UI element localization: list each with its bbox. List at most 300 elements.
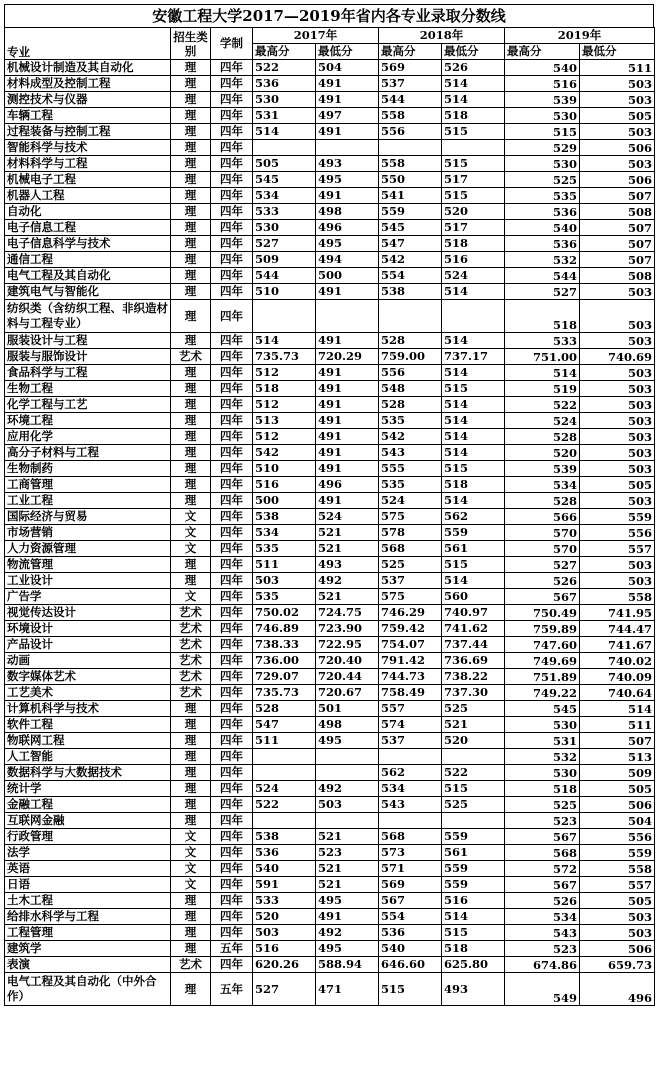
cell-category: 理 [171,108,211,124]
cell-2019-min: 507 [580,220,655,236]
table-row [5,813,655,829]
cell-2018-max: 573 [379,845,442,861]
cell-2018-max: 759.00 [379,349,442,365]
cell-2018-max: 538 [379,284,442,300]
cell-2018-min: 520 [442,204,505,220]
cell-2018-min: 522 [442,765,505,781]
cell-2018-max [379,813,442,829]
cell-2018-max: 528 [379,397,442,413]
cell-2019-min: 511 [580,60,655,76]
cell-2018-max: 536 [379,925,442,941]
cell-2019-min: 506 [580,140,655,156]
cell-category: 艺术 [171,637,211,653]
cell-2019-min: 513 [580,749,655,765]
table-row [5,461,655,477]
cell-major: 广告学 [5,589,171,605]
cell-2019-min: 509 [580,765,655,781]
cell-system: 四年 [211,685,253,701]
cell-2017-min: 491 [316,413,379,429]
cell-system: 四年 [211,877,253,893]
cell-2018-max: 791.42 [379,653,442,669]
cell-2019-max: 549 [505,973,580,1006]
cell-2019-max: 568 [505,845,580,861]
cell-category: 理 [171,477,211,493]
cell-2017-min: 493 [316,156,379,172]
cell-major: 通信工程 [5,252,171,268]
cell-2017-max: 536 [253,76,316,92]
cell-2019-max: 750.49 [505,605,580,621]
cell-2017-max [253,140,316,156]
table-row [5,300,655,333]
cell-category: 文 [171,541,211,557]
cell-system: 四年 [211,381,253,397]
cell-2017-max: 505 [253,156,316,172]
cell-2019-max: 544 [505,268,580,284]
cell-2018-max: 543 [379,445,442,461]
cell-2018-max: 542 [379,429,442,445]
cell-2019-min: 740.69 [580,349,655,365]
cell-major: 建筑学 [5,941,171,957]
cell-system: 四年 [211,220,253,236]
cell-2018-max: 578 [379,525,442,541]
cell-2018-max: 569 [379,60,442,76]
cell-2018-max: 543 [379,797,442,813]
cell-2018-max: 574 [379,717,442,733]
cell-major: 自动化 [5,204,171,220]
cell-2019-min: 503 [580,493,655,509]
cell-2019-max: 530 [505,717,580,733]
cell-major: 应用化学 [5,429,171,445]
cell-major: 材料成型及控制工程 [5,76,171,92]
cell-2017-min: 471 [316,973,379,1006]
cell-system: 四年 [211,733,253,749]
cell-2018-min: 517 [442,220,505,236]
cell-category: 理 [171,172,211,188]
cell-2017-min: 491 [316,445,379,461]
cell-2018-max: 556 [379,124,442,140]
cell-major: 工商管理 [5,477,171,493]
cell-2019-min: 741.95 [580,605,655,621]
cell-major: 工艺美术 [5,685,171,701]
cell-2018-min: 518 [442,108,505,124]
cell-2019-max: 570 [505,525,580,541]
cell-system: 四年 [211,781,253,797]
table-row [5,493,655,509]
cell-system: 四年 [211,397,253,413]
page-title: 安徽工程大学2017—2019年省内各专业录取分数线 [4,4,654,27]
cell-system: 四年 [211,188,253,204]
cell-2017-min: 498 [316,204,379,220]
cell-2018-max: 547 [379,236,442,252]
cell-major: 给排水科学与工程 [5,909,171,925]
cell-2019-max: 528 [505,429,580,445]
cell-2019-max: 572 [505,861,580,877]
cell-2018-min [442,300,505,333]
header-category: 招生类别 [171,28,211,60]
cell-2019-min: 740.02 [580,653,655,669]
table-row [5,669,655,685]
cell-2018-max: 559 [379,204,442,220]
cell-2019-max: 532 [505,252,580,268]
cell-2017-max: 735.73 [253,349,316,365]
cell-2018-min: 515 [442,557,505,573]
cell-category: 理 [171,445,211,461]
header-year-2017: 2017年 [253,28,379,44]
cell-category: 理 [171,124,211,140]
cell-2017-min: 491 [316,124,379,140]
cell-category: 理 [171,300,211,333]
header-year-2018: 2018年 [379,28,505,44]
table-row [5,781,655,797]
cell-2017-min: 521 [316,541,379,557]
cell-system: 四年 [211,509,253,525]
cell-2018-min: 559 [442,829,505,845]
cell-system: 四年 [211,557,253,573]
cell-category: 理 [171,893,211,909]
cell-major: 测控技术与仪器 [5,92,171,108]
cell-2017-min: 524 [316,509,379,525]
cell-2019-max: 530 [505,156,580,172]
cell-2017-min: 521 [316,525,379,541]
cell-major: 材料科学与工程 [5,156,171,172]
cell-system: 四年 [211,429,253,445]
cell-2017-min: 501 [316,701,379,717]
cell-2017-max: 530 [253,220,316,236]
cell-2019-min: 504 [580,813,655,829]
table-row [5,124,655,140]
cell-system: 四年 [211,605,253,621]
cell-2019-max: 525 [505,797,580,813]
cell-2017-max: 527 [253,973,316,1006]
cell-2018-max: 568 [379,829,442,845]
cell-2018-min: 741.62 [442,621,505,637]
cell-2019-max: 527 [505,284,580,300]
cell-2017-max: 746.89 [253,621,316,637]
cell-system: 四年 [211,573,253,589]
table-row [5,829,655,845]
table-row [5,204,655,220]
cell-category: 理 [171,76,211,92]
table-row [5,76,655,92]
cell-2019-max: 526 [505,573,580,589]
cell-2017-min: 720.44 [316,669,379,685]
cell-system: 四年 [211,829,253,845]
cell-2018-max: 571 [379,861,442,877]
cell-major: 食品科学与工程 [5,365,171,381]
table-row [5,541,655,557]
cell-2019-max: 535 [505,188,580,204]
cell-major: 人工智能 [5,749,171,765]
table-row [5,653,655,669]
cell-2018-max: 562 [379,765,442,781]
cell-2017-min: 521 [316,589,379,605]
cell-2017-max: 510 [253,461,316,477]
cell-2017-max: 735.73 [253,685,316,701]
table-row [5,717,655,733]
cell-category: 艺术 [171,685,211,701]
cell-system: 四年 [211,717,253,733]
cell-2018-max: 555 [379,461,442,477]
cell-2019-max: 536 [505,204,580,220]
cell-major: 计算机科学与技术 [5,701,171,717]
cell-2017-max: 513 [253,413,316,429]
table-row [5,941,655,957]
cell-2017-min: 523 [316,845,379,861]
cell-2017-max: 528 [253,701,316,717]
table-row [5,509,655,525]
cell-2018-min: 515 [442,124,505,140]
cell-2017-max [253,813,316,829]
cell-major: 金融工程 [5,797,171,813]
table-row [5,349,655,365]
cell-2019-min: 744.47 [580,621,655,637]
cell-2019-max: 567 [505,877,580,893]
cell-2019-min: 559 [580,509,655,525]
cell-2017-max: 538 [253,829,316,845]
cell-2017-min: 496 [316,220,379,236]
cell-2018-min: 559 [442,525,505,541]
cell-2019-min: 503 [580,557,655,573]
cell-major: 化学工程与工艺 [5,397,171,413]
cell-2017-max: 545 [253,172,316,188]
cell-2018-max: 569 [379,877,442,893]
table-row [5,92,655,108]
cell-2017-max: 522 [253,797,316,813]
cell-2019-min: 505 [580,477,655,493]
cell-2018-max: 568 [379,541,442,557]
cell-2019-min: 507 [580,188,655,204]
cell-category: 理 [171,188,211,204]
cell-2018-min: 514 [442,284,505,300]
table-row [5,573,655,589]
score-table-body [5,60,655,1006]
cell-category: 理 [171,429,211,445]
cell-2017-max: 620.26 [253,957,316,973]
cell-2019-max: 518 [505,300,580,333]
cell-2019-min: 740.09 [580,669,655,685]
cell-2019-max: 516 [505,76,580,92]
cell-2019-min: 507 [580,252,655,268]
cell-2017-max: 516 [253,941,316,957]
cell-2019-max: 540 [505,220,580,236]
cell-system: 四年 [211,92,253,108]
cell-2019-max: 523 [505,941,580,957]
cell-2017-max: 536 [253,845,316,861]
cell-2017-max: 527 [253,236,316,252]
cell-2017-min: 491 [316,365,379,381]
cell-2018-min: 515 [442,188,505,204]
table-row [5,605,655,621]
table-row [5,797,655,813]
cell-2017-min: 521 [316,829,379,845]
cell-2017-min: 498 [316,717,379,733]
cell-2019-max: 759.89 [505,621,580,637]
header-2018-max: 最高分 [379,44,442,60]
cell-2017-max: 510 [253,284,316,300]
cell-2019-min: 503 [580,284,655,300]
cell-2019-min: 503 [580,76,655,92]
cell-2018-max [379,300,442,333]
cell-2018-min: 515 [442,381,505,397]
cell-2019-min: 506 [580,941,655,957]
cell-major: 机械电子工程 [5,172,171,188]
cell-2017-min [316,765,379,781]
cell-2018-min: 514 [442,333,505,349]
cell-2019-max: 527 [505,557,580,573]
cell-major: 工程管理 [5,925,171,941]
cell-2017-min: 504 [316,60,379,76]
cell-2017-max: 524 [253,781,316,797]
table-row [5,268,655,284]
cell-2017-min: 491 [316,397,379,413]
cell-2019-max: 518 [505,781,580,797]
table-row [5,429,655,445]
cell-2019-max: 534 [505,909,580,925]
cell-2017-min: 492 [316,781,379,797]
cell-2017-min: 491 [316,461,379,477]
cell-2018-max: 537 [379,733,442,749]
cell-2017-max [253,765,316,781]
cell-2018-max: 558 [379,156,442,172]
cell-category: 理 [171,220,211,236]
cell-2019-max: 567 [505,589,580,605]
cell-category: 理 [171,701,211,717]
cell-2018-max: 525 [379,557,442,573]
cell-2019-min: 558 [580,589,655,605]
table-row [5,188,655,204]
cell-system: 四年 [211,909,253,925]
cell-system: 四年 [211,172,253,188]
cell-2018-max: 535 [379,413,442,429]
cell-2018-max: 528 [379,333,442,349]
header-year-2019: 2019年 [505,28,655,44]
cell-2017-min: 495 [316,941,379,957]
table-row [5,108,655,124]
cell-2017-min [316,813,379,829]
cell-major: 建筑电气与智能化 [5,284,171,300]
cell-2018-min: 737.30 [442,685,505,701]
cell-category: 理 [171,733,211,749]
cell-2018-min: 561 [442,541,505,557]
cell-category: 艺术 [171,957,211,973]
cell-2018-min: 514 [442,397,505,413]
cell-2018-max: 575 [379,509,442,525]
cell-2017-max: 509 [253,252,316,268]
cell-system: 四年 [211,893,253,909]
cell-2019-max: 514 [505,365,580,381]
cell-system: 四年 [211,333,253,349]
cell-2018-min [442,749,505,765]
cell-2018-min: 514 [442,365,505,381]
cell-2019-max: 520 [505,445,580,461]
cell-2017-max: 750.02 [253,605,316,621]
cell-2019-min: 503 [580,92,655,108]
cell-major: 行政管理 [5,829,171,845]
cell-major: 国际经济与贸易 [5,509,171,525]
cell-2019-max: 529 [505,140,580,156]
cell-2019-min: 503 [580,397,655,413]
cell-2018-max: 744.73 [379,669,442,685]
cell-2018-min: 560 [442,589,505,605]
cell-2017-min: 494 [316,252,379,268]
cell-2019-min: 659.73 [580,957,655,973]
table-row [5,749,655,765]
cell-major: 工业设计 [5,573,171,589]
cell-major: 数字媒体艺术 [5,669,171,685]
cell-2017-max: 530 [253,92,316,108]
cell-major: 法学 [5,845,171,861]
cell-category: 文 [171,525,211,541]
cell-2019-min: 505 [580,893,655,909]
cell-system: 四年 [211,653,253,669]
cell-2017-min: 491 [316,429,379,445]
cell-category: 理 [171,557,211,573]
cell-2019-min: 507 [580,733,655,749]
table-row [5,252,655,268]
table-row [5,60,655,76]
cell-major: 高分子材料与工程 [5,445,171,461]
cell-system: 四年 [211,156,253,172]
cell-2019-min: 507 [580,236,655,252]
cell-major: 车辆工程 [5,108,171,124]
cell-2019-max: 523 [505,813,580,829]
cell-major: 软件工程 [5,717,171,733]
table-row [5,140,655,156]
table-row [5,365,655,381]
cell-major: 电子信息科学与技术 [5,236,171,252]
cell-2019-min: 511 [580,717,655,733]
header-2018-min: 最低分 [442,44,505,60]
cell-category: 理 [171,365,211,381]
table-row [5,156,655,172]
cell-2017-min [316,300,379,333]
cell-system: 四年 [211,413,253,429]
cell-system: 四年 [211,589,253,605]
cell-2017-min: 521 [316,861,379,877]
cell-system: 四年 [211,300,253,333]
cell-major: 动画 [5,653,171,669]
table-row [5,733,655,749]
table-row [5,957,655,973]
cell-2019-max: 525 [505,172,580,188]
cell-2018-min: 525 [442,701,505,717]
header-major: 专业 [5,28,171,60]
cell-2019-min: 503 [580,300,655,333]
table-row [5,477,655,493]
cell-2018-max [379,749,442,765]
cell-major: 产品设计 [5,637,171,653]
cell-2018-min: 516 [442,893,505,909]
cell-2019-max: 532 [505,749,580,765]
cell-category: 理 [171,925,211,941]
cell-2019-min: 740.64 [580,685,655,701]
cell-2017-max: 514 [253,124,316,140]
cell-major: 英语 [5,861,171,877]
cell-major: 工业工程 [5,493,171,509]
table-row [5,172,655,188]
cell-system: 四年 [211,925,253,941]
cell-major: 生物工程 [5,381,171,397]
score-table [4,27,655,1006]
cell-system: 四年 [211,749,253,765]
cell-2017-min [316,749,379,765]
cell-2019-min: 505 [580,781,655,797]
cell-2018-max: 556 [379,365,442,381]
cell-2018-min: 514 [442,493,505,509]
cell-2018-min: 521 [442,717,505,733]
cell-category: 文 [171,589,211,605]
cell-major: 过程装备与控制工程 [5,124,171,140]
